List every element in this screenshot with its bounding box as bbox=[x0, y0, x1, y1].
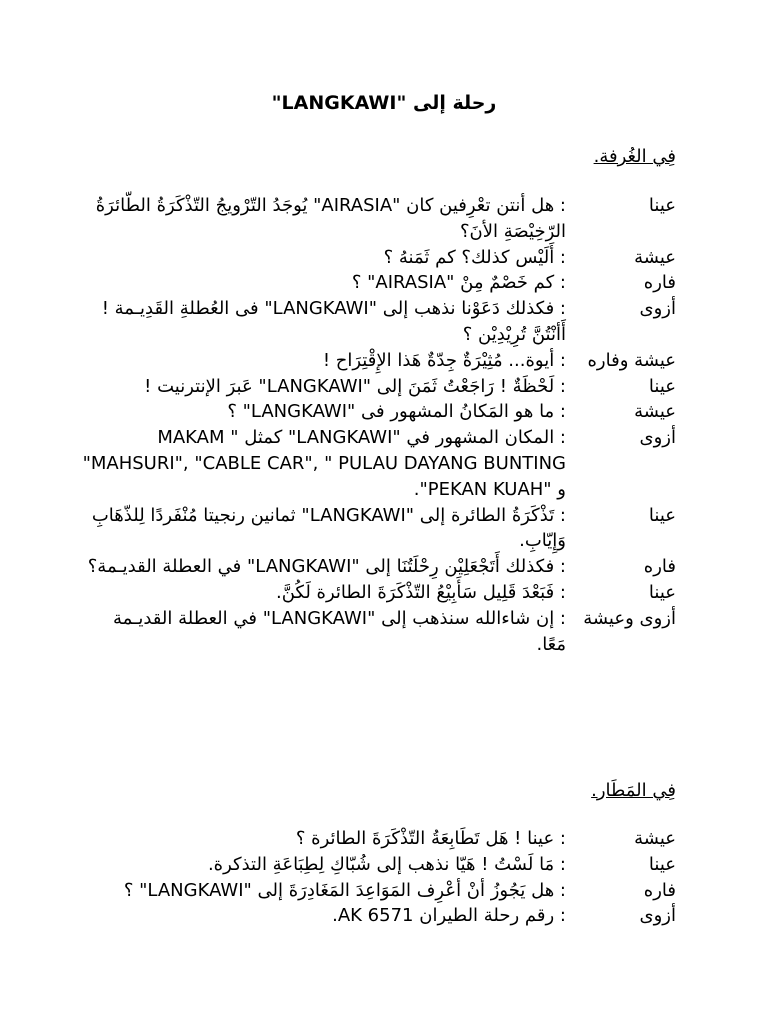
document-title: رحلة إلى "LANGKAWI" bbox=[271, 92, 497, 114]
speaker-name: عيشة وفاره bbox=[587, 349, 676, 371]
speaker-name: أزوى bbox=[639, 427, 676, 449]
dialogue-text: : هل يَجُوزُ أنْ أعْرِف المَوَاعِدَ المَغَادِرَةَ إلى "LANGKAWI" ؟ bbox=[123, 879, 566, 901]
dialogue-text: : رقم رحلة الطيران AK 6571. bbox=[332, 905, 566, 927]
speaker-name: فاره bbox=[643, 272, 676, 294]
dialogue-line bbox=[80, 348, 676, 374]
section-heading-airport: فِي المَطَار. bbox=[591, 780, 676, 801]
dialogue-line bbox=[80, 878, 676, 904]
dialogue-text: : ما هو المَكانُ المشهور فى "LANGKAWI" ؟ bbox=[227, 401, 566, 423]
speaker-name: عينا bbox=[648, 375, 676, 397]
dialogue-line bbox=[80, 826, 676, 852]
section-heading-room: فِي الغُرفة. bbox=[593, 146, 676, 167]
dialogue-text: : إن شاءالله سنذهب إلى "LANGKAWI" في العطلة القديـمة مَعًا. bbox=[107, 607, 566, 655]
dialogue-line bbox=[76, 425, 676, 502]
speaker-name: عينا bbox=[648, 581, 676, 603]
dialogue-line bbox=[80, 554, 676, 580]
dialogue-text: : فَبَعْدَ قَلِيل سَأَبِيْعُ التّذْكَرَةَ الطائرة لَكُنَّ. bbox=[275, 581, 566, 603]
dialogue-line bbox=[80, 852, 676, 878]
speaker-name: عينا bbox=[648, 195, 676, 216]
speaker-name: أزوى bbox=[639, 905, 676, 927]
dialogue-text: : تَذْكَرَةُ الطائرة إلى "LANGKAWI" ثمانين رنجيتا مُنْفَردًا لِلذّهَابِ وَإِيّابِ. bbox=[86, 504, 566, 552]
speaker-name: أزوى وعيشة bbox=[583, 607, 676, 629]
dialogue-text: : المكان المشهور في "LANGKAWI" كمثل " MAKAM MAHSURI", "CABLE CAR", " PULAU DAYANG BUNTING" و "PEKAN KUAH". bbox=[76, 427, 566, 500]
dialogue-text: : لَحْظَةٌ ! رَاجَعْتُ ثَمَنَ إلى "LANGKAWI" عَبرَ الإنترنيت ! bbox=[144, 375, 566, 397]
dialogue-text: : كم خَصْمٌ مِنْ "AIRASIA" ؟ bbox=[351, 272, 566, 294]
dialogue-airport bbox=[80, 826, 676, 929]
dialogue-line bbox=[80, 193, 676, 245]
dialogue-text: : عينا ! هَل تَطَابِعَةُ التّذْكَرَةَ الطائرة ؟ bbox=[295, 828, 566, 849]
dialogue-line bbox=[80, 374, 676, 400]
dialogue-line bbox=[80, 296, 676, 348]
dialogue-text: : أَلَيْس كذلك؟ كم ثَمَنهُ ؟ bbox=[383, 246, 566, 268]
dialogue-line bbox=[80, 270, 676, 296]
dialogue-line bbox=[80, 399, 676, 425]
dialogue-text: : هل أنتن تعْرِفين كان "AIRASIA" يُوجَدُ التّرْويجُ التّذْكَرَةُ الطّائرَةُ الرّخِيْصَةِ الأنَ؟ bbox=[90, 195, 566, 242]
dialogue-line bbox=[80, 580, 676, 606]
speaker-name: عيشة bbox=[634, 401, 676, 423]
speaker-name: فاره bbox=[643, 879, 676, 901]
dialogue-text: : فكذلك دَعَوْنا نذهب إلى "LANGKAWI" فى العُطلةِ القَدِيـمة ! أَأنْتُنَّ تُرِيْدِيْن ؟ bbox=[95, 298, 566, 345]
dialogue-text: : أيوة... مُثِيْرَةٌ جِدّةٌ هَذا الإِقْتِرَاح ! bbox=[322, 349, 566, 371]
dialogue-text: : فكذلك أَتَجْعَلِيْن رِحْلَتُنَا إلى "LANGKAWI" في العطلة القديـمة؟ bbox=[87, 556, 566, 578]
dialogue-room bbox=[76, 193, 676, 657]
speaker-name: عينا bbox=[648, 853, 676, 875]
dialogue-line bbox=[80, 503, 676, 555]
dialogue-line bbox=[80, 903, 676, 929]
speaker-name: عينا bbox=[648, 504, 676, 526]
speaker-name: فاره bbox=[643, 556, 676, 578]
dialogue-text: : مَا لَسْتُ ! هَيّا نذهب إلى شُبّاكِ لِطِبَاعَةِ التذكرة. bbox=[207, 853, 566, 875]
speaker-name: أزوى bbox=[639, 298, 676, 320]
dialogue-line bbox=[80, 245, 676, 271]
speaker-name: عيشة bbox=[634, 246, 676, 268]
dialogue-line bbox=[80, 606, 676, 658]
speaker-name: عيشة bbox=[634, 828, 676, 849]
